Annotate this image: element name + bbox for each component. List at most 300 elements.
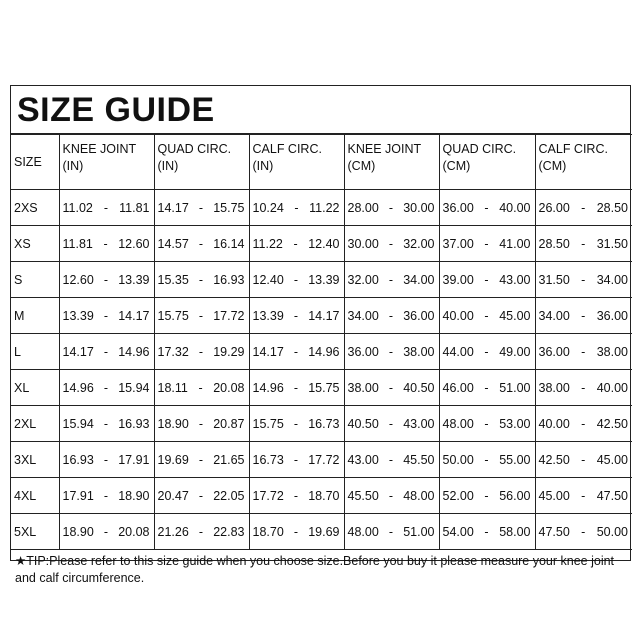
range (253, 417, 344, 431)
range-separator: - (388, 488, 394, 503)
range-separator: - (293, 416, 299, 431)
range (443, 309, 535, 323)
range-max: 50.00 (596, 524, 628, 539)
range (253, 201, 344, 215)
range-max: 14.96 (118, 344, 150, 359)
range (539, 273, 633, 287)
range-max: 58.00 (499, 524, 531, 539)
column-header-line2: (IN) (252, 159, 274, 173)
range-cell (154, 514, 249, 550)
range-min: 19.69 (157, 452, 189, 467)
range-cell (439, 370, 535, 406)
table-row (11, 370, 632, 406)
range-min: 36.00 (442, 200, 474, 215)
range-cell (154, 442, 249, 478)
range-max: 40.50 (403, 380, 435, 395)
range-cell (535, 478, 632, 514)
range-max: 42.50 (596, 416, 628, 431)
range-min: 14.17 (62, 344, 94, 359)
range-min: 44.00 (442, 344, 474, 359)
range-max: 30.00 (403, 200, 435, 215)
range-min: 15.35 (157, 272, 189, 287)
range-separator: - (293, 308, 299, 323)
size-label: M (11, 298, 59, 334)
range-min: 13.39 (252, 308, 284, 323)
size-label: 2XL (11, 406, 59, 442)
range-separator: - (581, 524, 586, 539)
range-cell (535, 262, 632, 298)
range-cell (439, 514, 535, 550)
column-header (154, 135, 249, 190)
range-cell (535, 514, 632, 550)
range-cell (439, 442, 535, 478)
range-cell (154, 298, 249, 334)
range-max: 40.00 (596, 380, 628, 395)
range-cell (535, 298, 632, 334)
range-cell (535, 406, 632, 442)
range-min: 38.00 (538, 380, 570, 395)
range-separator: - (198, 200, 204, 215)
range-cell (59, 190, 154, 226)
range-cell (439, 478, 535, 514)
range (158, 201, 249, 215)
range-cell (344, 406, 439, 442)
range-cell (344, 478, 439, 514)
range (63, 201, 154, 215)
range-separator: - (581, 380, 586, 395)
table-row (11, 334, 632, 370)
range-min: 17.32 (157, 344, 189, 359)
range-separator: - (484, 488, 489, 503)
range-min: 18.90 (157, 416, 189, 431)
range-cell (59, 370, 154, 406)
range-cell (59, 262, 154, 298)
range-separator: - (388, 416, 394, 431)
size-column-header: SIZE (11, 135, 59, 190)
range-separator: - (581, 452, 586, 467)
size-guide (10, 85, 631, 585)
range-min: 16.93 (62, 452, 94, 467)
range-min: 43.00 (347, 452, 379, 467)
range-max: 13.39 (308, 272, 340, 287)
size-table (11, 134, 632, 590)
range-max: 13.39 (118, 272, 150, 287)
range-max: 34.00 (403, 272, 435, 287)
table-row (11, 262, 632, 298)
range-min: 20.47 (157, 488, 189, 503)
table-row (11, 478, 632, 514)
range-min: 17.72 (252, 488, 284, 503)
range (63, 525, 154, 539)
range-cell (154, 262, 249, 298)
range-cell (344, 190, 439, 226)
range-separator: - (103, 236, 108, 251)
range-min: 28.50 (538, 236, 570, 251)
range (539, 489, 633, 503)
range-max: 56.00 (499, 488, 531, 503)
page-title: SIZE GUIDE (17, 90, 215, 129)
range-separator: - (581, 308, 586, 323)
range-cell (154, 190, 249, 226)
range-min: 36.00 (538, 344, 570, 359)
range (253, 525, 344, 539)
size-label: 3XL (11, 442, 59, 478)
range-separator: - (388, 380, 394, 395)
column-header-line1: KNEE JOINT (62, 142, 137, 156)
range-max: 15.94 (118, 380, 150, 395)
range-separator: - (388, 308, 394, 323)
range-max: 17.72 (308, 452, 340, 467)
range-separator: - (388, 452, 394, 467)
range-min: 15.75 (252, 416, 284, 431)
range-cell (439, 298, 535, 334)
range-separator: - (293, 236, 298, 251)
range-cell (154, 370, 249, 406)
range-cell (535, 226, 632, 262)
range-separator: - (103, 416, 109, 431)
range (253, 309, 344, 323)
range-cell (344, 442, 439, 478)
range-min: 39.00 (442, 272, 474, 287)
range-separator: - (293, 272, 299, 287)
range-separator: - (293, 380, 299, 395)
column-header (249, 135, 344, 190)
range-min: 48.00 (347, 524, 379, 539)
column-header-line2: (CM) (442, 159, 471, 173)
range (63, 489, 154, 503)
range (63, 273, 154, 287)
range-cell (249, 442, 344, 478)
range-min: 40.50 (347, 416, 379, 431)
table-row (11, 226, 632, 262)
range-min: 36.00 (347, 344, 379, 359)
range-max: 17.72 (213, 308, 245, 323)
range (63, 381, 154, 395)
range (253, 273, 344, 287)
range-min: 34.00 (347, 308, 379, 323)
range-cell (249, 478, 344, 514)
range-cell (59, 226, 154, 262)
range-min: 34.00 (538, 308, 570, 323)
range (443, 381, 535, 395)
range (63, 453, 154, 467)
range (253, 237, 344, 251)
range-min: 14.57 (157, 236, 189, 251)
range (348, 345, 439, 359)
range-cell (59, 514, 154, 550)
range-max: 43.00 (499, 272, 531, 287)
range (539, 453, 633, 467)
column-header-line1: CALF CIRC. (538, 142, 608, 156)
range-max: 51.00 (499, 380, 531, 395)
range (158, 453, 249, 467)
range-max: 38.00 (403, 344, 435, 359)
range (158, 237, 249, 251)
range-min: 13.39 (62, 308, 94, 323)
title-row (11, 86, 630, 134)
range-min: 15.94 (62, 416, 94, 431)
range-min: 40.00 (442, 308, 474, 323)
column-header-line1: QUAD CIRC. (442, 142, 517, 156)
range-cell (249, 226, 344, 262)
range-separator: - (581, 416, 586, 431)
range-min: 45.50 (347, 488, 379, 503)
range-separator: - (581, 272, 586, 287)
range-separator: - (388, 524, 394, 539)
range-max: 18.90 (118, 488, 150, 503)
range-max: 36.00 (403, 308, 435, 323)
range-separator: - (581, 344, 586, 359)
range-cell (439, 406, 535, 442)
range (539, 381, 633, 395)
table-row (11, 406, 632, 442)
range-max: 11.81 (119, 200, 150, 215)
range-min: 16.73 (252, 452, 284, 467)
range-separator: - (388, 344, 394, 359)
size-label: XS (11, 226, 59, 262)
range (348, 201, 439, 215)
range (539, 237, 633, 251)
range-cell (249, 514, 344, 550)
size-label: XL (11, 370, 59, 406)
range-max: 16.73 (308, 416, 340, 431)
range (253, 345, 344, 359)
range-cell (344, 226, 439, 262)
range-max: 15.75 (213, 200, 245, 215)
range-cell (249, 370, 344, 406)
table-row (11, 442, 632, 478)
range (539, 345, 633, 359)
size-label: 5XL (11, 514, 59, 550)
range-min: 52.00 (442, 488, 474, 503)
range-min: 17.91 (62, 488, 94, 503)
range (348, 417, 439, 431)
range-min: 50.00 (442, 452, 474, 467)
table-row (11, 514, 632, 550)
column-header-line2: (IN) (157, 159, 179, 173)
range-min: 14.96 (62, 380, 94, 395)
range-min: 48.00 (442, 416, 474, 431)
range (539, 309, 633, 323)
range-max: 45.00 (596, 452, 628, 467)
size-label: L (11, 334, 59, 370)
range-max: 12.40 (308, 236, 340, 251)
range-max: 17.91 (118, 452, 150, 467)
range-separator: - (484, 344, 489, 359)
range-max: 31.50 (596, 236, 628, 251)
range-max: 43.00 (403, 416, 435, 431)
range-separator: - (198, 452, 204, 467)
range-separator: - (484, 524, 489, 539)
range-max: 19.69 (308, 524, 340, 539)
table-body (11, 190, 632, 550)
range-separator: - (293, 524, 299, 539)
range-max: 16.14 (213, 236, 245, 251)
range-separator: - (198, 344, 204, 359)
range-max: 12.60 (118, 236, 150, 251)
range-max: 16.93 (118, 416, 150, 431)
range-max: 19.29 (213, 344, 245, 359)
range (348, 489, 439, 503)
range-min: 18.11 (157, 380, 188, 395)
range-cell (249, 406, 344, 442)
range-separator: - (198, 236, 204, 251)
column-header-line1: QUAD CIRC. (157, 142, 232, 156)
range-separator: - (103, 380, 109, 395)
range-min: 18.70 (252, 524, 284, 539)
range-max: 22.83 (213, 524, 245, 539)
range-cell (344, 370, 439, 406)
range-cell (344, 514, 439, 550)
range-max: 28.50 (596, 200, 628, 215)
range-cell (439, 190, 535, 226)
range-min: 11.02 (62, 200, 93, 215)
range (158, 381, 249, 395)
range (158, 273, 249, 287)
column-header (439, 135, 535, 190)
range-min: 28.00 (347, 200, 379, 215)
range-min: 42.50 (538, 452, 570, 467)
column-header (344, 135, 439, 190)
range (253, 453, 344, 467)
range-max: 14.17 (308, 308, 340, 323)
range-separator: - (103, 344, 109, 359)
range (539, 417, 633, 431)
column-header (535, 135, 632, 190)
range-min: 18.90 (62, 524, 94, 539)
range-separator: - (103, 272, 109, 287)
range-separator: - (484, 380, 489, 395)
range-cell (59, 406, 154, 442)
range-max: 41.00 (499, 236, 531, 251)
range-separator: - (294, 200, 299, 215)
size-label: 4XL (11, 478, 59, 514)
range (348, 273, 439, 287)
range-max: 38.00 (596, 344, 628, 359)
range (253, 489, 344, 503)
range-max: 36.00 (596, 308, 628, 323)
range-cell (439, 262, 535, 298)
range-cell (249, 334, 344, 370)
range-max: 45.00 (499, 308, 531, 323)
range-cell (439, 334, 535, 370)
range-separator: - (484, 416, 489, 431)
range-separator: - (103, 308, 109, 323)
range-cell (535, 334, 632, 370)
range (348, 453, 439, 467)
range-cell (344, 262, 439, 298)
range-cell (249, 190, 344, 226)
column-header-line1: CALF CIRC. (252, 142, 322, 156)
range-max: 48.00 (403, 488, 435, 503)
range-max: 22.05 (213, 488, 245, 503)
range-separator: - (581, 200, 586, 215)
range-cell (154, 226, 249, 262)
range-min: 30.00 (347, 236, 379, 251)
range-min: 32.00 (347, 272, 379, 287)
range-max: 47.50 (596, 488, 628, 503)
range-separator: - (484, 308, 489, 323)
range-min: 54.00 (442, 524, 474, 539)
range (348, 237, 439, 251)
range-min: 14.96 (252, 380, 284, 395)
header-row (11, 135, 632, 190)
range-cell (535, 190, 632, 226)
table-row (11, 190, 632, 226)
range (443, 237, 535, 251)
range-min: 26.00 (538, 200, 570, 215)
range (443, 453, 535, 467)
range-max: 51.00 (403, 524, 435, 539)
range-max: 15.75 (308, 380, 340, 395)
range-min: 14.17 (157, 200, 189, 215)
range-min: 37.00 (442, 236, 474, 251)
range-cell (249, 298, 344, 334)
range (253, 381, 344, 395)
range-separator: - (103, 524, 109, 539)
range-max: 20.08 (213, 380, 245, 395)
range-separator: - (103, 488, 109, 503)
range-separator: - (198, 272, 204, 287)
range (443, 489, 535, 503)
range (539, 201, 633, 215)
range-separator: - (198, 488, 204, 503)
range-separator: - (484, 200, 489, 215)
range-separator: - (388, 236, 394, 251)
range-separator: - (103, 200, 109, 215)
range (443, 345, 535, 359)
range-cell (344, 334, 439, 370)
range-cell (154, 478, 249, 514)
range (443, 417, 535, 431)
range-separator: - (484, 272, 489, 287)
range-min: 46.00 (442, 380, 474, 395)
range-max: 20.87 (213, 416, 245, 431)
range (63, 345, 154, 359)
range (443, 273, 535, 287)
column-header-line2: (CM) (538, 159, 567, 173)
range-separator: - (103, 452, 109, 467)
range-separator: - (484, 236, 489, 251)
range-separator: - (198, 416, 204, 431)
size-label: S (11, 262, 59, 298)
range-separator: - (293, 344, 299, 359)
range-max: 34.00 (596, 272, 628, 287)
range-max: 14.96 (308, 344, 340, 359)
range (443, 201, 535, 215)
range-max: 11.22 (309, 200, 340, 215)
range-max: 18.70 (308, 488, 340, 503)
range-max: 32.00 (403, 236, 435, 251)
range-cell (154, 334, 249, 370)
range-separator: - (293, 488, 299, 503)
column-header-line1: KNEE JOINT (347, 142, 422, 156)
range-min: 40.00 (538, 416, 570, 431)
range (63, 309, 154, 323)
range-separator: - (198, 524, 204, 539)
column-header-line2: (IN) (62, 159, 84, 173)
range-max: 40.00 (499, 200, 531, 215)
range-min: 12.60 (62, 272, 94, 287)
range (63, 417, 154, 431)
range (348, 381, 439, 395)
range-cell (154, 406, 249, 442)
range (539, 525, 633, 539)
range-max: 16.93 (213, 272, 245, 287)
range-separator: - (198, 308, 204, 323)
range (158, 345, 249, 359)
column-header (59, 135, 154, 190)
